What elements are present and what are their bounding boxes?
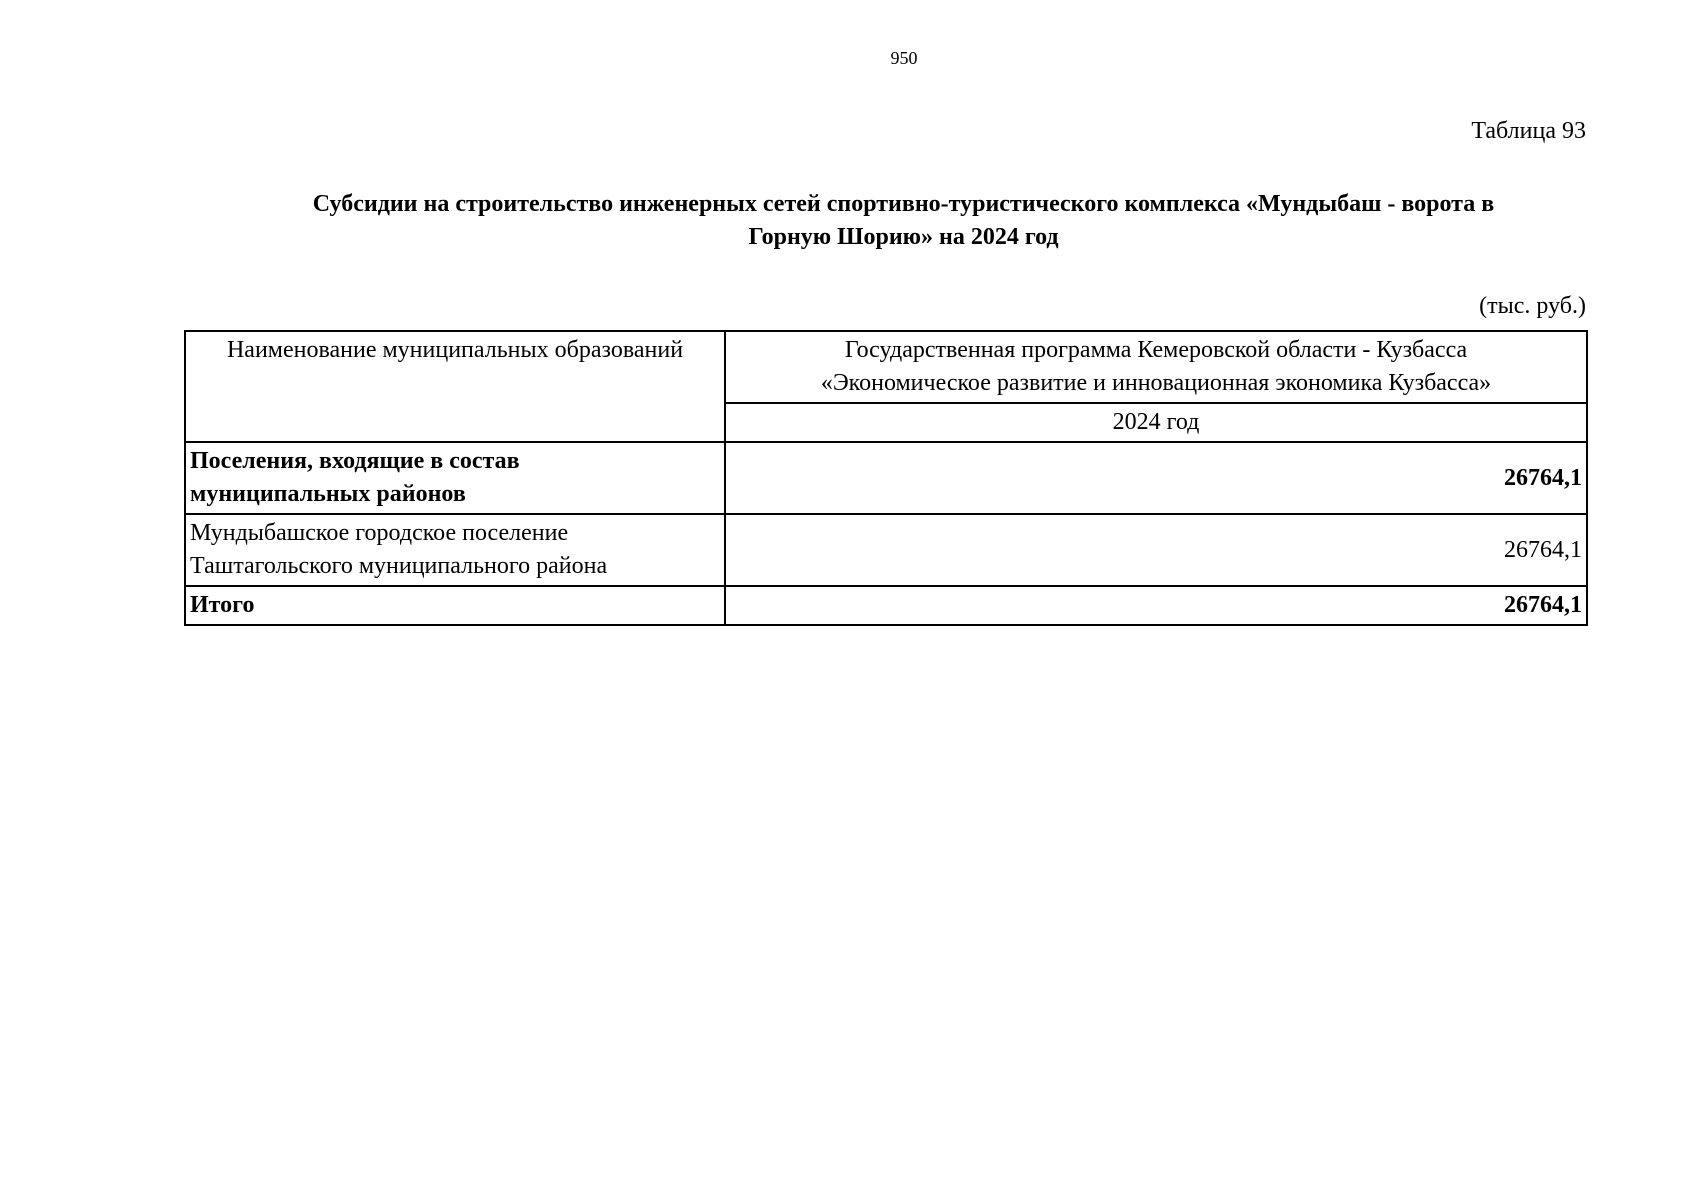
header-program-line-2: «Экономическое развитие и инновационная экономика Кузбасса» [820, 370, 1492, 396]
row-name-line-1: Поселения, входящие в состав [190, 448, 520, 474]
subsidy-table [184, 330, 1588, 626]
row-value-mundybash: 26764,1 [725, 514, 1587, 586]
header-program [725, 331, 1587, 403]
row-value-settlements: 26764,1 [725, 442, 1587, 514]
table-label: Таблица 93 [1471, 118, 1586, 144]
header-name-column: Наименование муниципальных образований [185, 331, 725, 442]
document-title [180, 188, 1627, 254]
table-row-settlements [185, 442, 1587, 514]
document-title-line-1: Субсидии на строительство инженерных сетей спортивно-туристического комплекса «Мундыбаш - ворота в [312, 191, 1495, 217]
units-label: (тыс. руб.) [1479, 293, 1586, 319]
header-year: 2024 год [725, 403, 1587, 442]
row-value-total: 26764,1 [725, 586, 1587, 625]
table-row-total [185, 586, 1587, 625]
row-name-mundybash [185, 514, 725, 586]
row-name-line-2: Таштагольского муниципального района [190, 553, 608, 579]
document-title-line-2: Горную Шорию» на 2024 год [748, 224, 1059, 250]
row-name-line-1: Мундыбашское городское поселение [190, 520, 569, 546]
table-header-row [185, 331, 1587, 403]
header-program-line-1: Государственная программа Кемеровской области - Кузбасса [844, 337, 1468, 363]
row-name-total: Итого [185, 586, 725, 625]
table-row-mundybash [185, 514, 1587, 586]
row-name-line-2: муниципальных районов [190, 481, 466, 507]
row-name-settlements [185, 442, 725, 514]
page-number: 950 [890, 48, 918, 68]
